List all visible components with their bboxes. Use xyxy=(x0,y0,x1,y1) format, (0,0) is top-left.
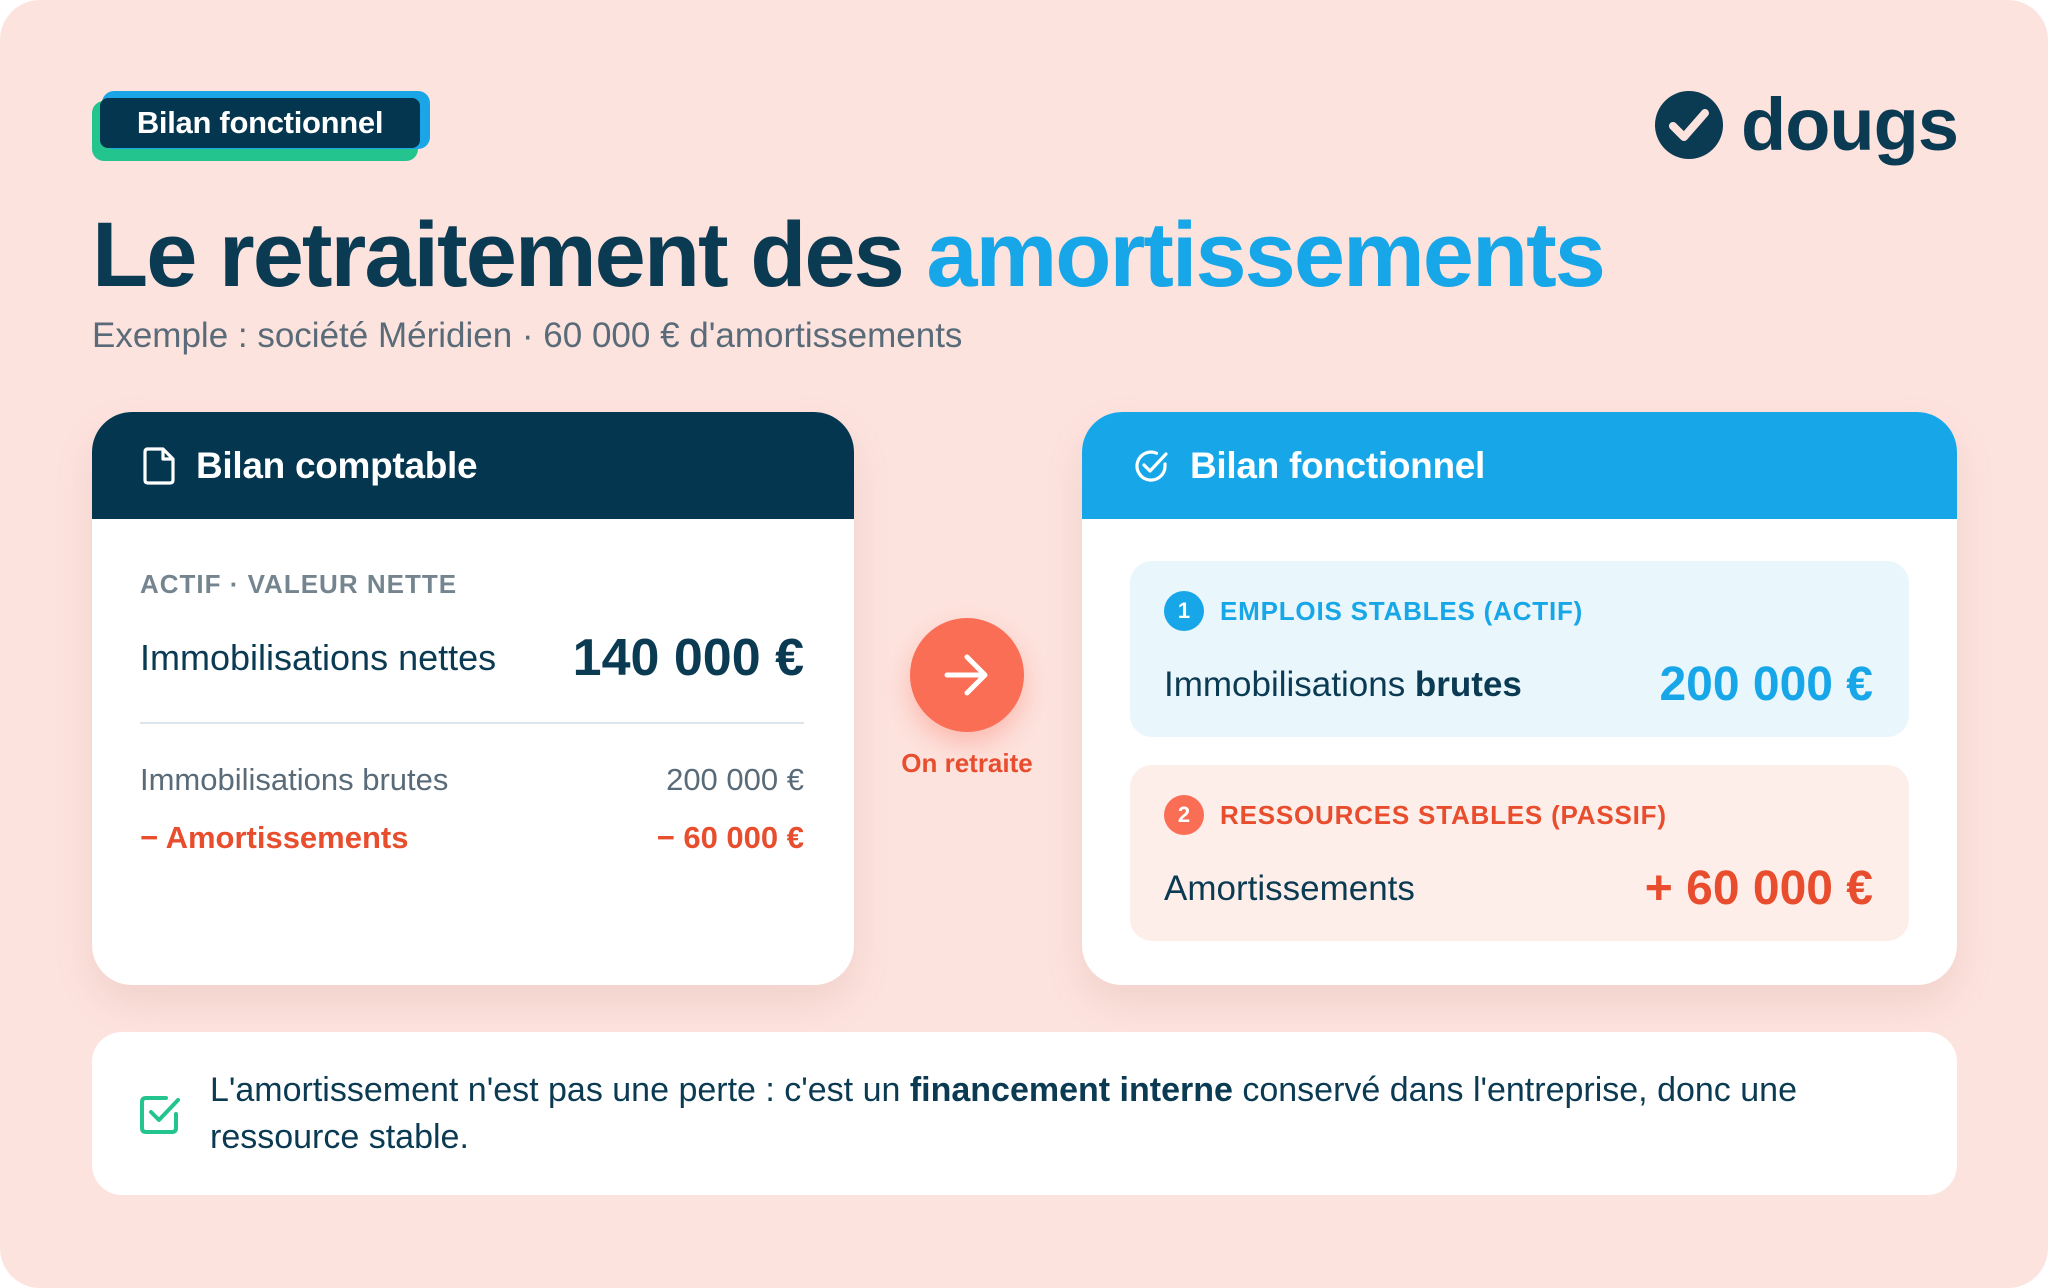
row-label: − Amortissements xyxy=(140,820,409,855)
page-title xyxy=(92,205,1604,306)
section-label xyxy=(1164,869,1415,909)
transition-arrow xyxy=(910,618,1024,732)
label-plain: Amortissements xyxy=(1164,868,1415,908)
note-text-after: conservé dans l'entreprise, donc une ressource stable. xyxy=(210,1070,1797,1156)
brand-logo xyxy=(1655,83,1958,166)
accounting-balance-card xyxy=(92,412,854,985)
main-label: Immobilisations nettes xyxy=(140,637,497,678)
step-number: 1 xyxy=(1164,591,1204,631)
divider xyxy=(140,722,804,724)
arrow-label: On retraite xyxy=(901,748,1033,778)
check-circle-icon xyxy=(1655,91,1723,159)
section-title: EMPLOIS STABLES (ACTIF) xyxy=(1220,595,1584,626)
label-plain: Immobilisations xyxy=(1164,664,1415,704)
section-heading xyxy=(1164,795,1873,835)
title-part-2: amortissements xyxy=(926,204,1604,306)
functional-balance-card xyxy=(1082,412,1957,985)
page-subtitle: Exemple : société Méridien · 60 000 € d'amortissements xyxy=(92,316,963,355)
note-text-bold: financement interne xyxy=(909,1070,1233,1109)
main-value: 140 000 € xyxy=(572,629,804,687)
step-number: 2 xyxy=(1164,795,1204,835)
document-icon xyxy=(142,447,176,485)
card-header xyxy=(1082,412,1957,519)
label-bold: brutes xyxy=(1414,664,1522,704)
note-text xyxy=(210,1067,1890,1161)
arrow-right-icon xyxy=(943,653,991,697)
card-header xyxy=(92,412,854,519)
section-heading xyxy=(1164,591,1873,631)
logo-text: dougs xyxy=(1741,83,1958,166)
section-value: + 60 000 € xyxy=(1644,862,1873,915)
row-label: Immobilisations brutes xyxy=(140,762,449,797)
stable-resources-section xyxy=(1130,765,1909,941)
section-title: RESSOURCES STABLES (PASSIF) xyxy=(1220,799,1667,830)
row-value: − 60 000 € xyxy=(656,820,804,855)
category-tag xyxy=(92,91,430,161)
stable-uses-section xyxy=(1130,561,1909,737)
main-row xyxy=(140,628,804,688)
note-text-before: L'amortissement n'est pas une perte : c'est un xyxy=(210,1070,910,1109)
checkbox-checked-icon xyxy=(138,1092,182,1136)
row-value: 200 000 € xyxy=(666,762,804,797)
depreciation-row xyxy=(140,820,804,856)
card-eyebrow: ACTIF · VALEUR NETTE xyxy=(140,569,458,599)
summary-note xyxy=(92,1032,1957,1195)
section-row xyxy=(1164,861,1873,916)
section-label xyxy=(1164,665,1522,705)
check-circle-outline-icon xyxy=(1132,447,1170,485)
title-part-1: Le retraitement des xyxy=(92,204,927,306)
gross-assets-row xyxy=(140,762,804,798)
tag-label: Bilan fonctionnel xyxy=(100,98,420,148)
card-title: Bilan comptable xyxy=(196,444,478,486)
card-title: Bilan fonctionnel xyxy=(1190,444,1486,486)
section-value: 200 000 € xyxy=(1659,658,1873,711)
section-row xyxy=(1164,657,1873,712)
